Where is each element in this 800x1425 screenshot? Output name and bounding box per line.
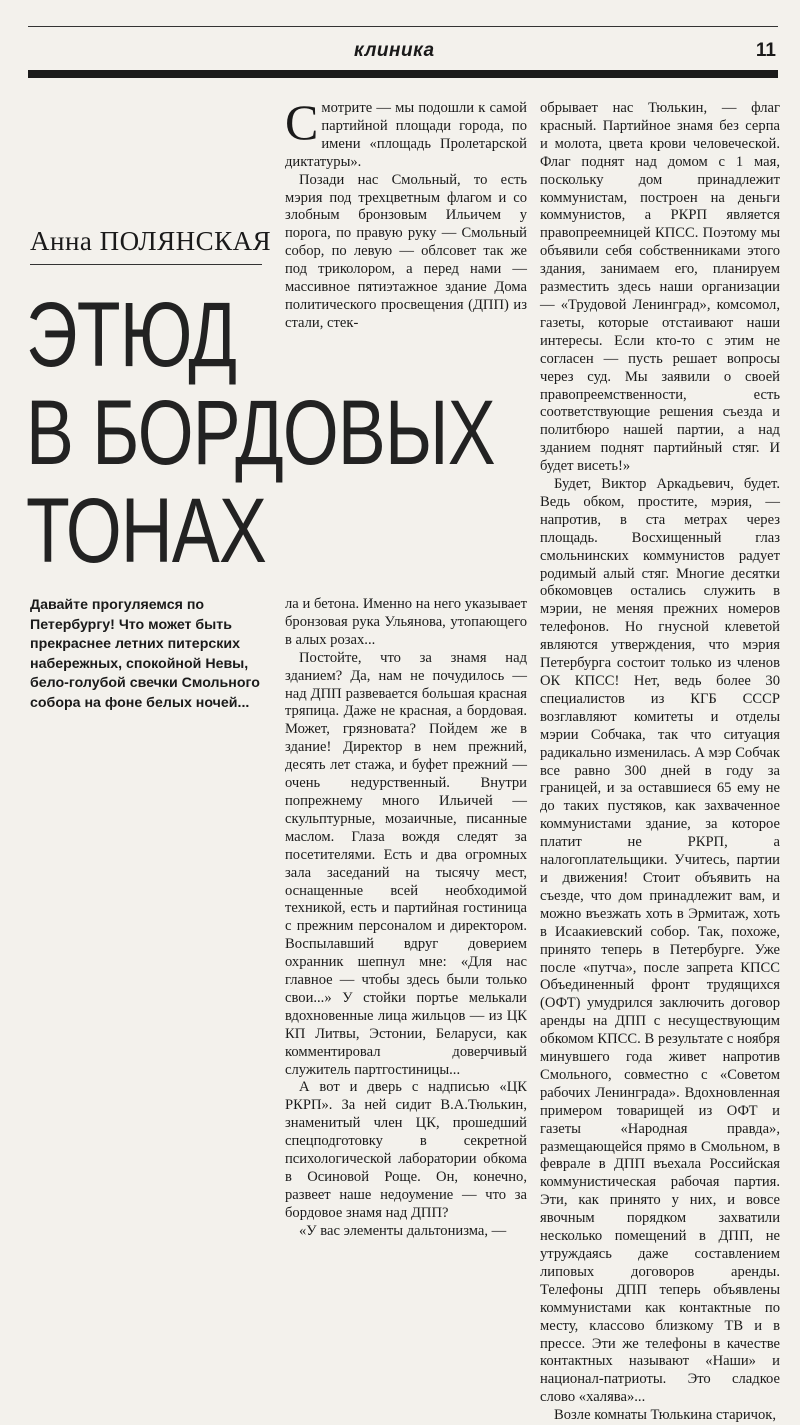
column-3 bbox=[540, 100, 780, 1425]
paragraph: Будет, Виктор Аркадьевич, будет. Ведь обком, простите, мэрия, — напротив, в ста метрах через площадь. Восхищенный глаз смольнинских коммунистов радует родимый алый стяг. Многие десятки обкомовцев остались служить в мэрии, не меняя прежних номеров телефонов. Но гнусной клеветой являются утверждения, что мэрия Петербурга состоит только из членов ОК КПСС! Нет, ведь более 30 специалистов из КГБ СССР возглавляют комитеты и отделы мэрии Собчака, так что ситуация радикально изменилась. А мэр Собчак все равно 300 дней в году за границей, и за оставшиеся 65 ему не до таких пустяков, как захваченное коммунистами здание, за которое платит не РКРП, а налогоплательщики. Учитесь, партии и движения! Стоит объявить на съезде, что дом принадлежит вам, и можно въезжать хоть в Эрмитаж, хоть в Исаакиевский собор. Так, похоже, принято теперь в Петербурге. Уже после «путча», после запрета КПСС Объединенный фронт трудящихся (ОФТ) умудрился заключить договор аренды на ДПП с несуществующим обкомом КПСС. В результате с ноября минувшего года живет напротив Смольного, совместно с «Советом рабочих Ленинграда». Вдохновленная примером товарищей из ОФТ и газеты «Народная правда», размещающейся прямо в Смольном, в феврале в ДПП въехала Российская коммунистическая рабочая партия. Эти, как принято у них, и вовсе явочным порядком захватили несколько помещений в ДПП, не утруждаясь даже составлением липовых договоров аренды. Телефоны ДПП теперь объявлены коммунистами как контактные по месту, классово близкому ТВ и в прессе. Эти же телефоны в качестве контактных называют «Наши» и национал-патриоты. Это сладкое слово «халява»... bbox=[540, 476, 780, 1406]
paragraph: А вот и дверь с надписью «ЦК РКРП». За ней сидит В.А.Тюлькин, знаменитый член ЦК, прошедший спецподготовку в секретной психологической лаборатории обкома в Осиновой Роще. Он, конечно, развеет наше недоумение — что за бордовое знамя над ДПП? bbox=[285, 1079, 527, 1221]
page-number: 11 bbox=[755, 40, 776, 61]
author-rule bbox=[30, 264, 262, 265]
drop-cap: С bbox=[285, 94, 319, 150]
paragraph: Позади нас Смольный, то есть мэрия под трехцветным флагом и со злобным бронзовым Ильичем у порога, по правую руку — Смольный собор, по левую — облсовет так же под триколором, а перед нами — массивное пятиэтажное здание Дома политического просвещения (ДПП) из стали, стек- bbox=[285, 171, 527, 331]
title-line-2: В БОРДОВЫХ bbox=[26, 382, 495, 484]
section-heading: клиника bbox=[354, 40, 435, 61]
paragraph: обрывает нас Тюлькин, — флаг красный. Партийное знамя без серпа и молота, цвета крови человеческой. Флаг поднят над домом с 1 мая, поскольку дом принадлежит коммунистам, построен на деньги коммунистов, а РКРП является правопреемницей КПСС. Поэтому мы объявили себя собственниками этого здания, занимаем его, планируем разместить здесь наши организации — «Трудовой Ленинград», комсомол, газеты, которые отстаивают наши интересы. Если кто-то с этим не согласен — пусть решает вопросы через суд. Мы заявили о своей правопреемственности, есть соответствующие решения съезда и политбюро нашей партии, а над зданием поднят партийный стяг. И будет висеть!» bbox=[540, 100, 780, 475]
title-line-1: ЭТЮД bbox=[26, 284, 237, 386]
top-rule bbox=[28, 26, 778, 27]
article-title bbox=[26, 284, 495, 582]
paragraph: ла и бетона. Именно на него указывает бронзовая рука Ульянова, утопающего в алых розах... bbox=[285, 596, 527, 648]
paragraph: Постойте, что за знамя над зданием? Да, нам не почудилось — над ДПП развевается большая красная тряпица. Даже не красная, а бордовая. Может, грязновата? Пойдем же в здание! Директор в нем прежний, десять лет стажа, и буфет прежний — очень недурственный. Внутри попрежнему много Ильичей — скульптурные, мозаичные, писанные маслом. Глаза вождя следят за посетителями. Есть и два огромных зала заседаний на тысячу мест, оснащенные всей необходимой техникой, есть и партийная гостиница с прежним персоналом и директором. Воспылавший вдруг доверием охранник шепнул мне: «Для нас главное — чтобы здесь были только свои...» У стойки портье мелькали вдохновенные лица жильцов — из ЦК КП Литвы, Эстонии, Беларуси, как комментировал доверчивый служитель партгостиницы... bbox=[285, 649, 527, 1078]
header-thick-rule bbox=[28, 70, 778, 78]
title-line-3: ТОНАХ bbox=[26, 480, 267, 582]
column-2-top bbox=[285, 94, 527, 333]
lead-paragraph: Давайте прогуляемся по Петербургу! Что может быть прекраснее летних питерских набережных, спокойной Невы, бело-голубой свечки Смольного собора на фоне белых ночей... bbox=[30, 597, 260, 711]
paragraph: «У вас элементы дальтонизма, — bbox=[299, 1222, 507, 1239]
opening-paragraph bbox=[285, 94, 527, 172]
paragraph-text: мотрите — мы подошли к самой партийной площади города, по имени «площадь Пролетарской диктатуры». bbox=[285, 100, 527, 170]
paragraph: Возле комнаты Тюлькина старичок, bbox=[554, 1407, 777, 1424]
column-2-bottom bbox=[285, 596, 527, 1241]
author-name: Анна ПОЛЯНСКАЯ bbox=[30, 226, 272, 256]
